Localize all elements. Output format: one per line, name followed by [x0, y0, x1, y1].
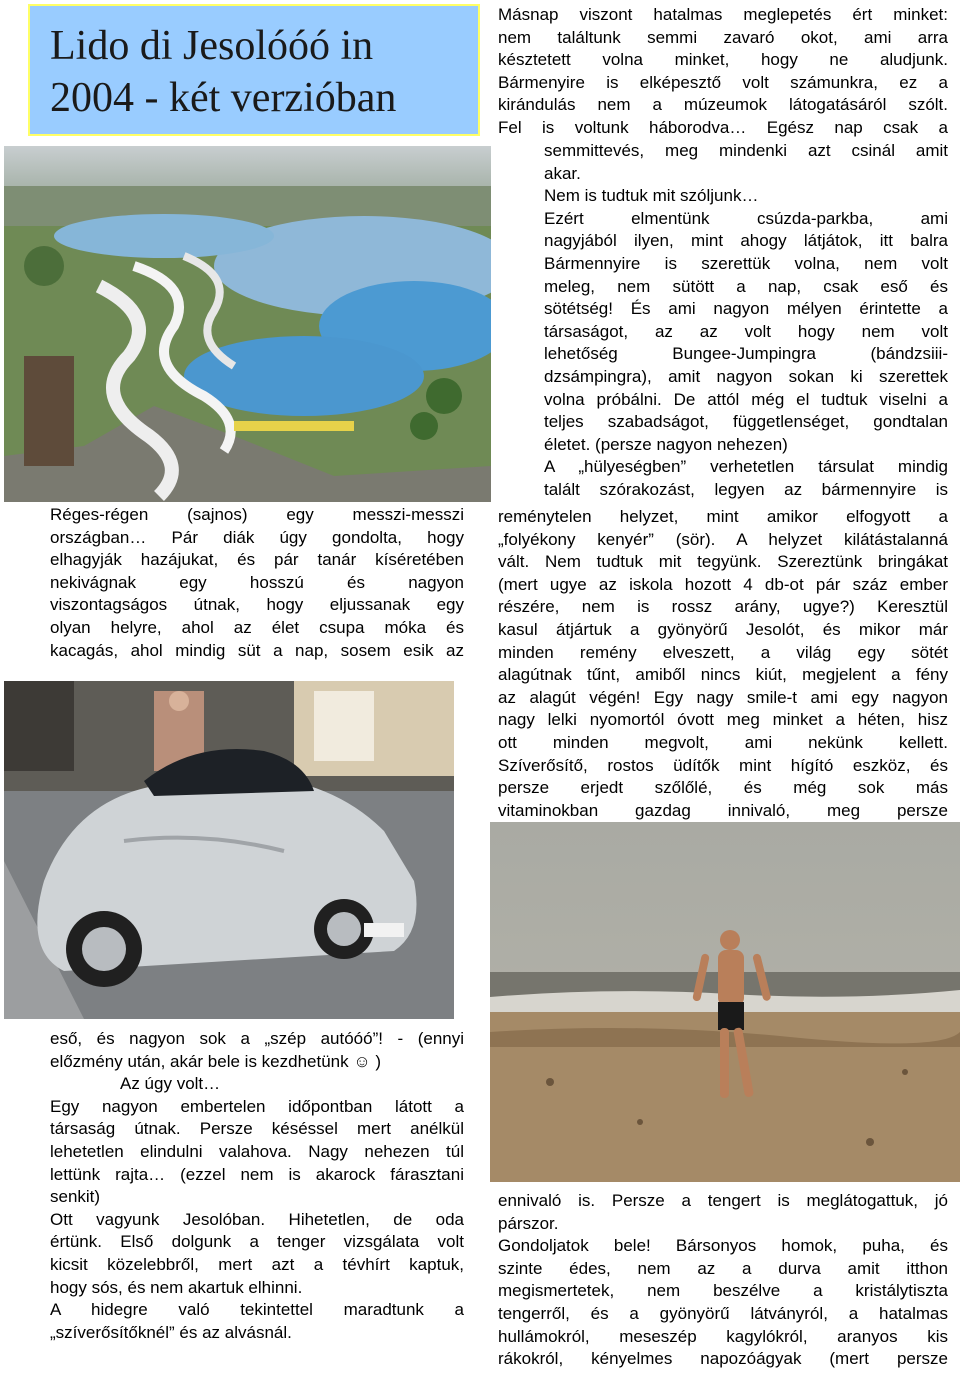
- text-line: Gondoljatok bele! Bársonyos homok, puha, és: [498, 1236, 948, 1256]
- text-line: társaságot, az az volt hogy nem volt: [544, 321, 948, 341]
- text-line: rákokról, kényelmes napozóágyak (mert persze: [498, 1349, 948, 1369]
- text-line: Réges-régen (sajnos) egy messzi-messzi: [50, 505, 464, 524]
- text-line: nem találtunk semmi zavaró okot, ami arra: [498, 27, 948, 47]
- text-line: sötétség! És ami nagyon mélyen érintette a: [544, 299, 948, 319]
- text-line: társaság útnak. Persze késéssel mert anélkül: [50, 1119, 464, 1139]
- text-line: nagyjából ilyen, mint ahogy látjátok, itt balra: [544, 231, 948, 251]
- text-line: kasul átjártuk a gyönyörű Jesolót, és mikor már: [498, 619, 948, 639]
- text-line: Ezért elmentünk csúzda-parkba, ami: [544, 208, 948, 228]
- text-line: lehetőség Bungee-Jumpingra (bándzsiii-: [544, 344, 948, 364]
- text-line: A „hülyeségben” verhetetlen társulat mindig: [544, 457, 948, 477]
- text-line: A hidegre való tekintettel maradtunk a: [50, 1300, 464, 1320]
- text-line: lettünk rajta… (ezzel nem is akarock fárasztani: [50, 1164, 464, 1184]
- right-bottom-paragraph: [498, 1190, 948, 1371]
- text-line: vált. Nem tudtuk mit tegyünk. Szereztünk bringákat: [498, 552, 948, 572]
- text-line: (mert ugye az iskola hozott 4 db-ot pár száz ember: [498, 574, 948, 594]
- right-full-paragraph: [498, 506, 948, 822]
- text-line: Fel is voltunk háborodva… Egész nap csak a: [498, 117, 948, 137]
- text-line: nagy lelki nyomortól óvott meg minket a héten, hisz: [498, 710, 948, 730]
- text-line: megismertetek, nem beszélve a kristálytiszta: [498, 1281, 948, 1301]
- text-line: párszor.: [498, 1213, 559, 1233]
- text-line: kacagás, ahol mindig süt a nap, sosem esik az: [50, 640, 464, 660]
- text-line: meleg, nem sütött a nap, csak eső és: [544, 276, 948, 296]
- text-line: semmittevés, meg mindenki azt csinál amit: [544, 141, 948, 160]
- text-line: részére, nem is rossz arány, ugye?) Keresztül: [498, 597, 948, 617]
- text-line: reménytelen helyzet, mint amikor elfogyott a: [498, 507, 948, 526]
- text-line: tengerről, és a gyönyörű látványról, a hatalmas: [498, 1303, 948, 1323]
- right-top-paragraph: [498, 4, 948, 140]
- text-line: nekivágnak egy hosszú és nagyon: [50, 572, 464, 592]
- right-indented-paragraph: [544, 140, 948, 502]
- text-line: volna próbálni. De attól még el tudtuk viselni a: [544, 389, 948, 409]
- text-line: viszontagságos útnak, hogy eljussanak egy: [50, 595, 464, 615]
- text-line: értünk. Első dolgunk a tenger vizsgálata volt: [50, 1232, 464, 1252]
- text-line: dzsámpingra), amit nagyon sokan ki szerettek: [544, 366, 948, 386]
- text-line: kirándulás nem a múzeumok látogatásáról szólt.: [498, 95, 948, 115]
- text-line: Szíverősítő, rostos üdítők mint hígító eszköz, és: [498, 755, 948, 775]
- text-line: Nem is tudtuk mit szóljunk…: [544, 186, 759, 206]
- text-line: Egy nagyon embertelen időpontban látott a: [50, 1096, 464, 1116]
- text-line: Másnap viszont hatalmas meglepetés ért minket:: [498, 5, 948, 24]
- sports-car-photo: [4, 681, 454, 1019]
- text-line: olyan helyre, ahol az élet csupa móka és: [50, 617, 464, 637]
- text-line: előzmény után, akár bele is kezdhetünk ☺ ): [50, 1051, 382, 1071]
- text-line: „folyékony kenyér” (sör). A helyzet kilátástalanná: [498, 529, 948, 549]
- text-line: alagútnak tűnt, amiből nincs kiút, megjelent a fény: [498, 665, 948, 685]
- text-line: persze erjedt szőlőlé, és még sok más: [498, 778, 948, 798]
- text-line: az alagút végén! Egy nagy smile-t ami egy nagyon: [498, 687, 948, 707]
- text-line: akar.: [544, 163, 581, 183]
- text-line: kicsit közelebbről, mert azt a tévhírt kaptuk,: [50, 1254, 464, 1274]
- beach-photo: [490, 822, 960, 1182]
- text-line: Az úgy volt…: [120, 1074, 221, 1094]
- text-line: életet. (persze nagyon nehezen): [544, 434, 788, 454]
- text-line: hogy sós, és nem akartuk elhinni.: [50, 1277, 303, 1297]
- article-title: [28, 4, 480, 136]
- text-line: lehetetlen elindulni valahova. Nagy nehezen túl: [50, 1141, 464, 1161]
- text-line: ennivaló is. Persze a tengert is meglátogattuk, jó: [498, 1191, 948, 1210]
- text-line: eső, és nagyon sok a „szép autóóó”! - (ennyi: [50, 1029, 464, 1048]
- text-line: Bármennyire is szerettük volna, nem volt: [544, 253, 948, 273]
- text-line: ott minden megvolt, ami nekünk kellett.: [498, 732, 948, 752]
- text-line: senkit): [50, 1187, 101, 1207]
- text-line: talált szórakozást, legyen az bármennyire is: [544, 479, 948, 499]
- text-line: országban… Pár diák úgy gondolta, hogy: [50, 527, 464, 547]
- text-line: szinte édes, nem az a durva amit itthon: [498, 1258, 948, 1278]
- title-line-1: Lido di Jesolóóó in: [50, 23, 374, 69]
- waterpark-photo: [4, 146, 491, 502]
- intro-paragraph: [50, 504, 464, 662]
- text-line: elhagyják hazájukat, és pár tanár kíséretében: [50, 550, 464, 570]
- text-line: teljes szabadságot, függetlenséget, gondtalan: [544, 412, 948, 432]
- text-line: Ott vagyunk Jesolóban. Hihetetlen, de oda: [50, 1209, 464, 1229]
- text-line: hullámokról, meseszép kagylókról, aranyos kis: [498, 1326, 948, 1346]
- text-line: Bármenyire is elképesztő volt számunkra, ez a: [498, 72, 948, 92]
- text-line: „szíverősítőknél” és az alvásnál.: [50, 1322, 292, 1342]
- left-continued-paragraph: [50, 1028, 464, 1344]
- text-line: vitaminokban gazdag innivaló, meg persze: [498, 800, 948, 820]
- text-line: minden remény elveszett, a világ egy sötét: [498, 642, 948, 662]
- text-line: késztetett volna minket, hogy ne aludjunk.: [498, 50, 948, 70]
- title-line-2: 2004 - két verzióban: [50, 75, 397, 121]
